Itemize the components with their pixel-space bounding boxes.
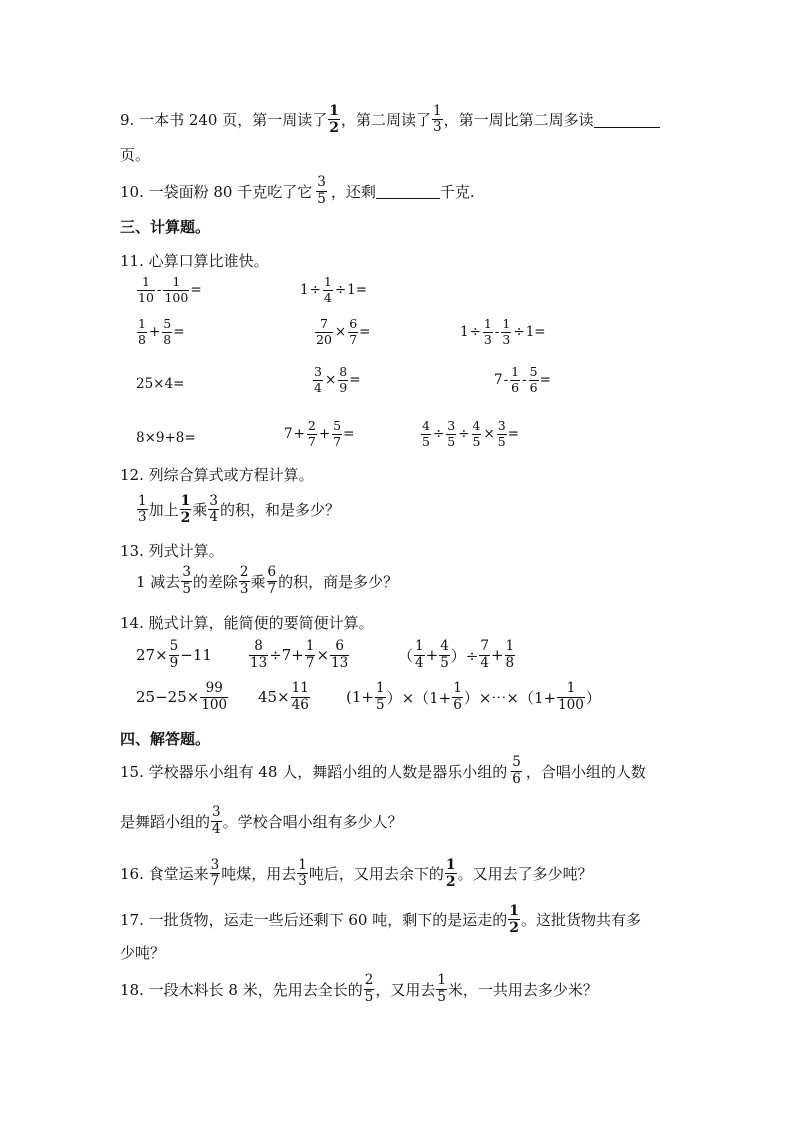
fraction: 3 5 <box>317 174 326 207</box>
fraction: $\frac{1}{100}$ <box>558 680 584 713</box>
question-10 <box>120 176 475 206</box>
q9-text: 页。 <box>120 146 151 164</box>
question-13-title: 13. 列式计算。 <box>120 542 224 560</box>
fraction: $\frac{2}{7}$ <box>307 418 316 449</box>
mental-math-item: 1 ÷ $\frac{1}{3}$ - $\frac{1}{3}$ ÷ 1= <box>460 316 546 347</box>
fraction: $\frac{99}{100}$ <box>201 680 228 713</box>
fraction: $\frac{6}{13}$ <box>331 638 349 671</box>
fraction: $\frac{5}{7}$ <box>333 418 342 449</box>
q10-text: ，还剩 <box>330 182 376 201</box>
q9-text: ，第一周比第二周多读 <box>443 111 594 129</box>
fraction: $\frac{1}{3}$ <box>502 316 511 347</box>
fraction: $\frac{5}{9}$ <box>169 638 179 671</box>
mental-math-item: 1 10 - $\frac{1}{100}$ = <box>138 274 202 305</box>
mental-math-item: 7 + $\frac{2}{7}$ + $\frac{5}{7}$ = <box>284 418 355 449</box>
fraction: 1 2 <box>329 103 339 136</box>
question-18: 18. 一段木料长 8 米，先用去全长的 2 5 ，又用去 1 5 米，一共用去多少米？ <box>120 972 598 1005</box>
fraction: 3 4 <box>209 492 218 525</box>
fraction: $\frac{3}{5}$ <box>447 418 456 449</box>
question-11-title: 11. 心算口算比谁快。 <box>120 252 269 270</box>
fraction: $\frac{8}{9}$ <box>339 364 348 395</box>
calc-expression: (1+ $\frac{1}{5}$ ）×（1+ $\frac{1}{6}$ ）×⋯×（1+ $\frac{1}{100}$ ） <box>346 680 601 713</box>
fraction: 1 2 <box>509 903 519 936</box>
mental-math-item: 1 8 + $\frac{5}{8}$ = <box>138 316 185 347</box>
calc-expression: $\frac{8}{13}$ ÷7+ $\frac{1}{7}$ × $\frac{6}{13}$ <box>250 638 349 671</box>
fraction: 1 4 <box>415 638 424 671</box>
fraction: 1 2 <box>445 857 456 890</box>
fraction: $\frac{4}{5}$ <box>472 418 481 449</box>
fraction: 2 3 <box>239 564 249 597</box>
calc-expression: （ 1 4 + $\frac{4}{5}$ ）÷ $\frac{7}{4}$ + $\frac{1}{8}$ <box>398 638 515 671</box>
mental-math-item: $\frac{7}{20}$ × $\frac{6}{7}$ = <box>316 316 371 347</box>
question-15-continued: 是舞蹈小组的 3 4 。学校合唱小组有多少人？ <box>120 804 403 837</box>
question-16: 16. 食堂运来 3 7 吨煤，用去 1 3 吨后，又用去余下的 1 2 。又用去了多少吨？ <box>120 856 593 890</box>
mental-math-item: 8×9+8= <box>136 430 196 446</box>
fraction: 1 8 <box>138 316 146 347</box>
mental-math-item: 25×4= <box>136 376 185 392</box>
fraction: $\frac{4}{5}$ <box>422 418 430 449</box>
q10-text: 10. 一袋面粉 80 千克吃了它 <box>120 182 313 201</box>
calc-expression: 25−25× $\frac{99}{100}$ <box>136 680 228 713</box>
question-15: 15. 学校器乐小组有 48 人，舞蹈小组的人数是器乐小组的 5 6 ，合唱小组的人数 <box>120 754 646 787</box>
fraction: $\frac{3}{5}$ <box>497 418 506 449</box>
q9-text: ，第二周读了 <box>341 111 432 129</box>
calc-expression: 27× $\frac{5}{9}$ −11 <box>136 638 212 671</box>
answer-blank[interactable] <box>594 112 660 128</box>
question-17: 17. 一批货物，运走一些后还剩下 60 吨，剩下的是运走的 1 2 。这批货物共有多 <box>120 903 642 936</box>
fraction: 1 6 <box>511 364 520 395</box>
fraction: 1 3 <box>433 102 442 135</box>
answer-blank[interactable] <box>376 183 440 199</box>
mental-math-item: $\frac{4}{5}$ ÷ $\frac{3}{5}$ ÷ $\frac{4}{5}$ × $\frac{3}{5}$ = <box>422 418 520 449</box>
section-heading: 四、解答题。 <box>120 730 211 748</box>
fraction: 1 2 <box>180 493 191 526</box>
question-13-body: 1 减去 3 5 的差除 2 3 乘 6 7 的积，商是多少？ <box>136 564 399 597</box>
fraction: 5 6 <box>512 754 521 787</box>
fraction: $\frac{3}{4}$ <box>314 364 322 395</box>
fraction: $\frac{11}{46}$ <box>291 680 309 713</box>
question-14-title: 14. 脱式计算，能简便的要简便计算。 <box>120 614 374 632</box>
fraction: $\frac{1}{100}$ <box>164 274 189 305</box>
fraction: $\frac{1}{6}$ <box>453 680 462 713</box>
question-12-body: 1 3 加上 1 2 乘 3 4 的积，和是多少？ <box>138 492 340 526</box>
mental-math-item: 1 ÷ $\frac{1}{4}$ ÷ 1= <box>300 274 368 305</box>
question-17-continued: 少吨？ <box>120 944 166 962</box>
question-12-title: 12. 列综合算式或方程计算。 <box>120 466 314 484</box>
question-9-continued <box>120 144 150 165</box>
fraction: $\frac{8}{13}$ <box>250 638 268 671</box>
calc-expression: 45× $\frac{11}{46}$ <box>258 680 309 713</box>
section-heading: 三、计算题。 <box>120 218 211 236</box>
fraction: 1 10 <box>138 274 154 305</box>
fraction: $\frac{1}{8}$ <box>505 638 515 671</box>
fraction: $\frac{7}{20}$ <box>316 316 332 347</box>
q9-text: 9. 一本书 240 页，第一周读了 <box>120 111 328 129</box>
q10-text: 千克. <box>439 182 475 201</box>
fraction: 6 7 <box>267 564 277 597</box>
question-9 <box>120 104 660 135</box>
fraction: 1 3 <box>138 492 147 525</box>
fraction: $\frac{1}{7}$ <box>305 638 315 671</box>
fraction: $\frac{7}{4}$ <box>480 638 489 671</box>
mental-math-item: 7 - 1 6 - $\frac{5}{6}$ = <box>494 364 551 395</box>
mental-math-item: $\frac{3}{4}$ × $\frac{8}{9}$ = <box>314 364 361 395</box>
fraction: 2 5 <box>364 972 374 1005</box>
fraction: $\frac{1}{4}$ <box>323 274 332 305</box>
fraction: $\frac{1}{5}$ <box>375 680 385 713</box>
fraction: 3 4 <box>212 804 221 837</box>
fraction: $\frac{1}{3}$ <box>483 316 492 347</box>
fraction: 1 5 <box>437 972 446 1005</box>
fraction: 1 3 <box>298 856 307 889</box>
fraction: $\frac{5}{6}$ <box>529 364 538 395</box>
fraction: $\frac{6}{7}$ <box>349 316 358 347</box>
fraction: 3 5 <box>182 564 191 597</box>
fraction: $\frac{4}{5}$ <box>440 638 449 671</box>
fraction: $\frac{5}{8}$ <box>163 316 172 347</box>
fraction: 3 7 <box>210 856 220 889</box>
